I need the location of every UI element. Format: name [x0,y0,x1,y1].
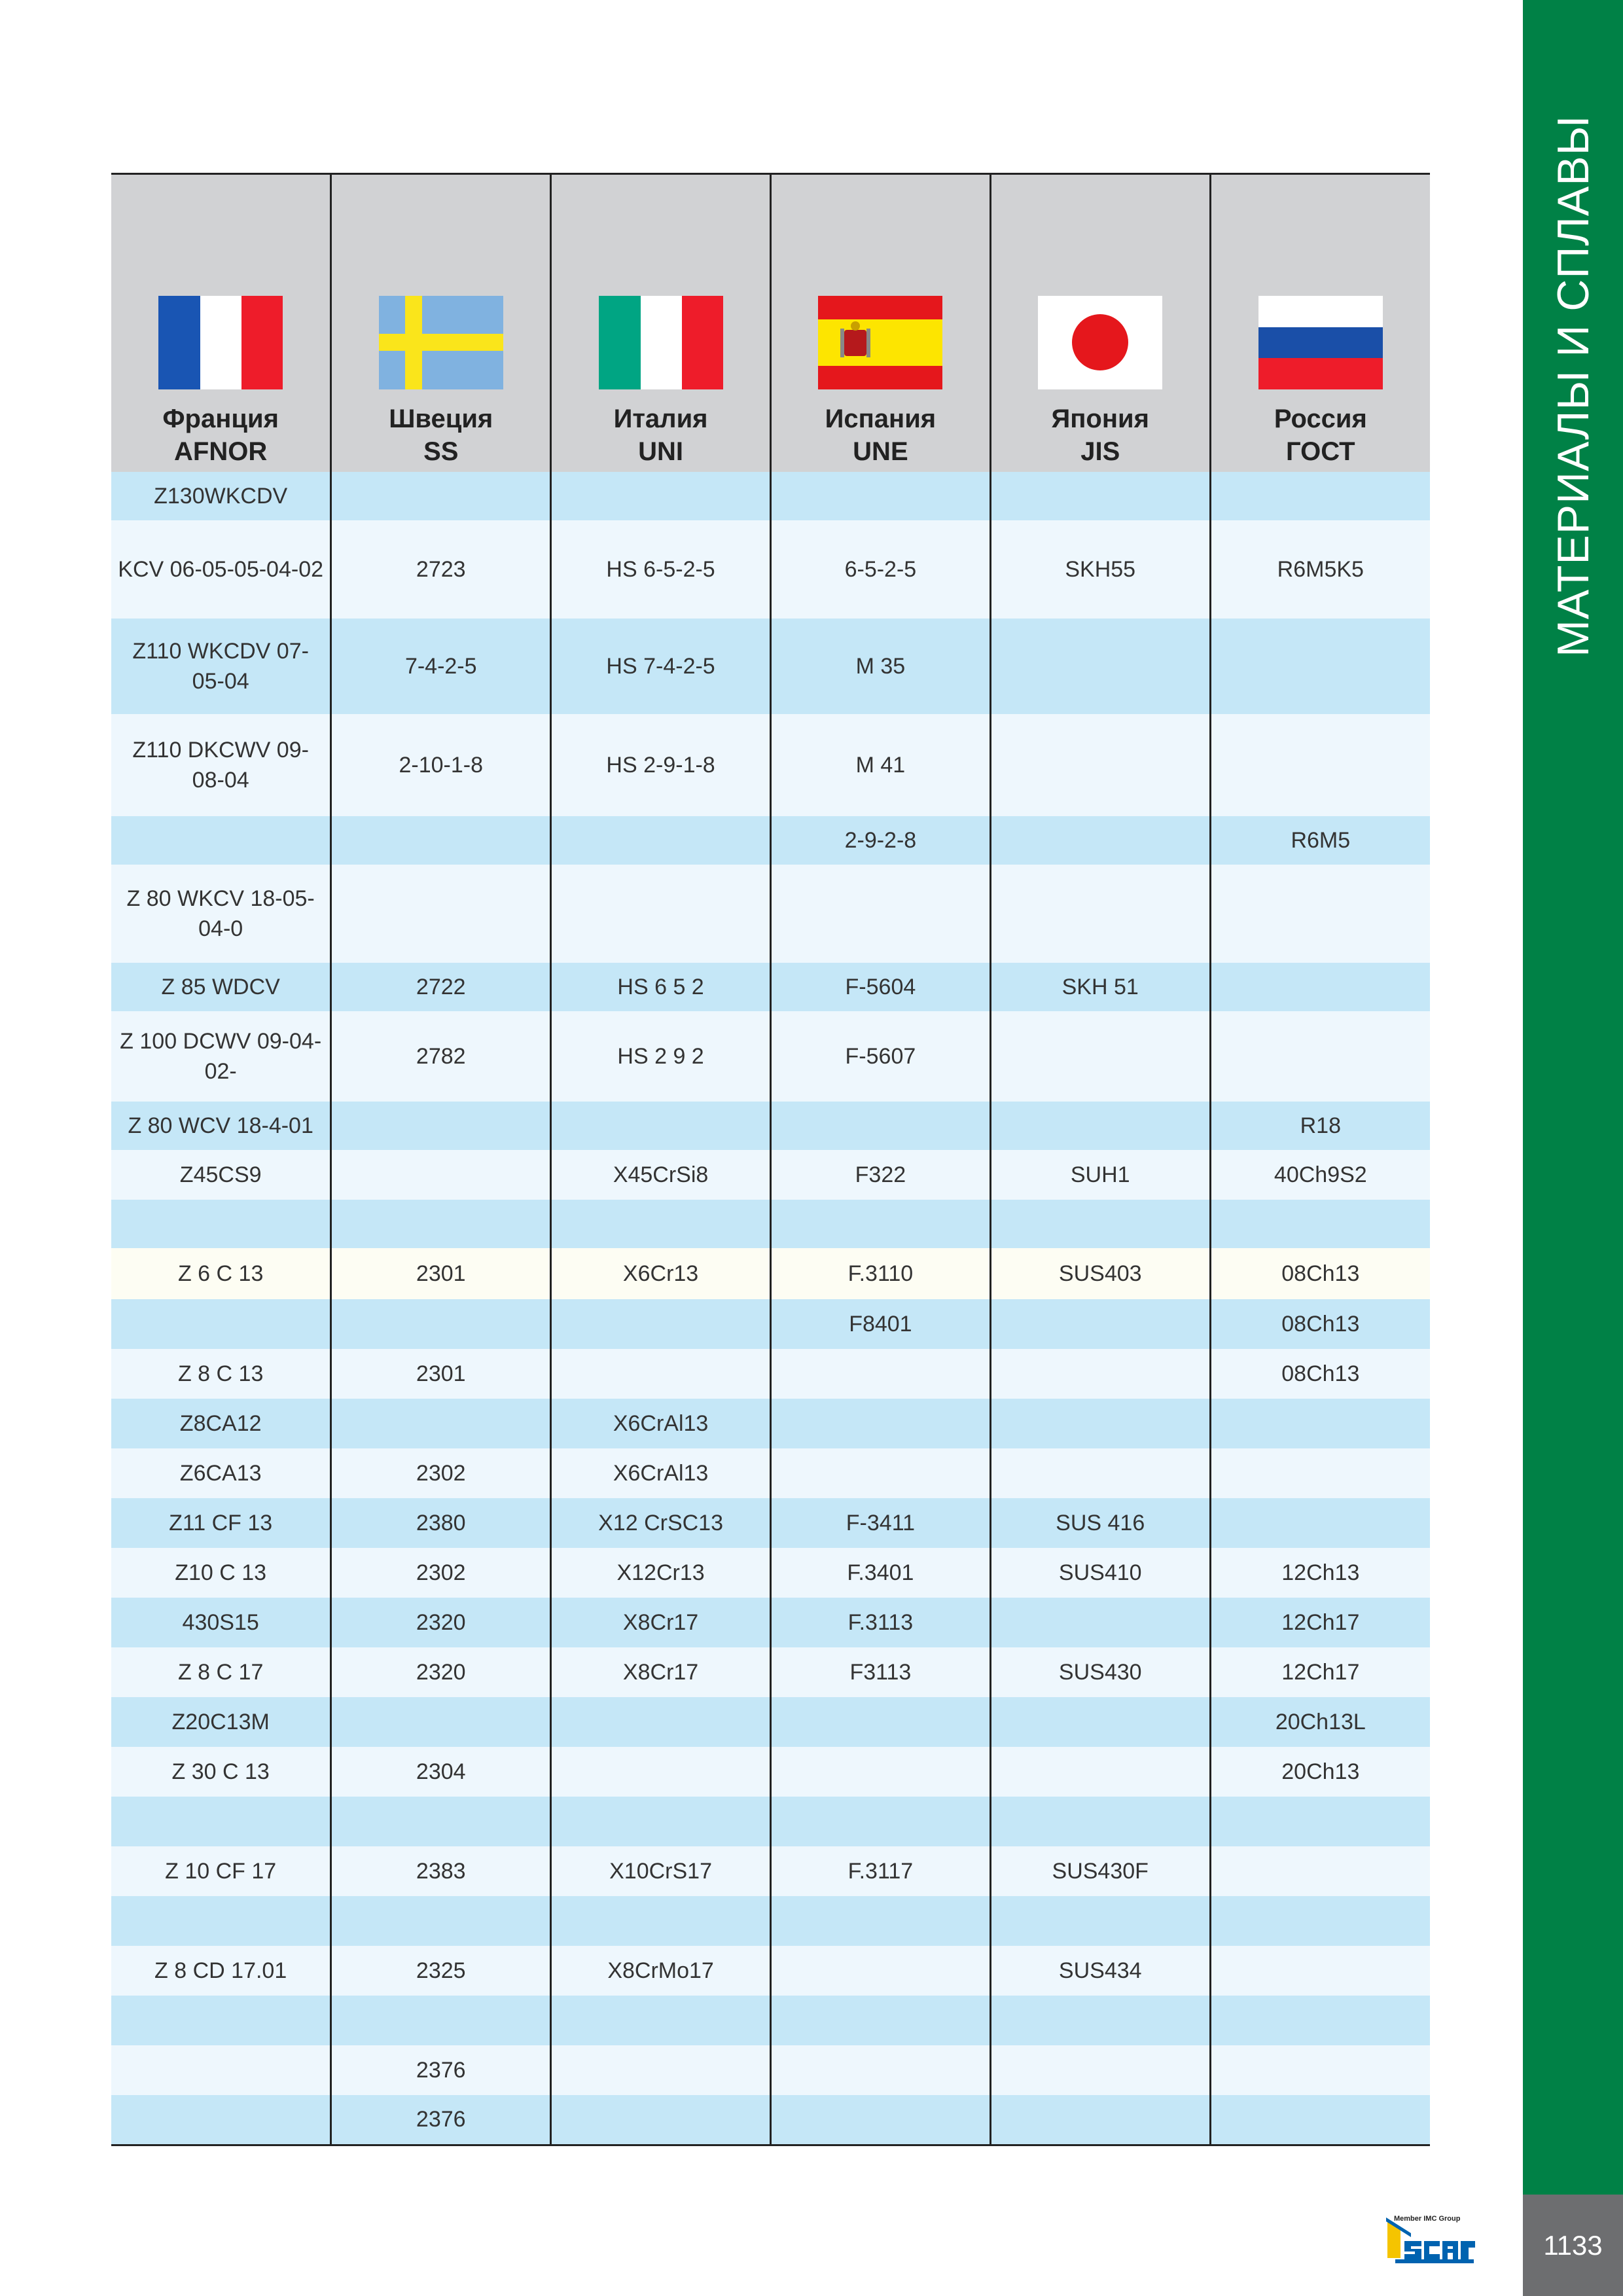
table-row [111,619,1430,714]
table-cell: 7-4-2-5 [331,619,551,714]
table-cell: F322 [770,1150,990,1200]
table-cell [990,472,1210,520]
table-cell: Z 30 C 13 [111,1747,331,1797]
table-cell [551,1896,771,1946]
table-cell: X12Cr13 [551,1548,771,1598]
table-cell [1210,1996,1430,2045]
table-row [111,1011,1430,1102]
table-cell [990,816,1210,865]
table-cell [770,472,990,520]
header-country: Италия [613,404,708,433]
table-cell: 2380 [331,1498,551,1548]
header-country: Франция [162,404,279,433]
table-cell [990,1448,1210,1498]
table-cell [551,2095,771,2145]
table-row [111,2095,1430,2145]
header-sweden [331,174,551,473]
table-cell: F-5607 [770,1011,990,1102]
table-cell: Z 8 C 17 [111,1647,331,1697]
table-cell: 08Ch13 [1210,1248,1430,1299]
header-standard: SS [423,437,459,466]
table-cell: F.3113 [770,1598,990,1647]
table-cell [551,1697,771,1747]
table-row [111,1349,1430,1399]
table-cell: 08Ch13 [1210,1299,1430,1349]
table-cell: 2320 [331,1598,551,1647]
table-cell [1210,1896,1430,1946]
table-cell [770,1996,990,2045]
table-cell: Z45CS9 [111,1150,331,1200]
table-cell: X10CrS17 [551,1846,771,1896]
table-cell: HS 6-5-2-5 [551,520,771,619]
table-row [111,1996,1430,2045]
table-cell [990,1102,1210,1150]
table-cell: F.3117 [770,1846,990,1896]
table-cell: Z 100 DCWV 09-04-02- [111,1011,331,1102]
table-cell [770,1797,990,1846]
header-country: Россия [1274,404,1367,433]
table-cell: Z 6 C 13 [111,1248,331,1299]
table-cell: X6CrAl13 [551,1399,771,1448]
table-cell [990,2045,1210,2095]
table-cell [331,1797,551,1846]
header-standard: JIS [1080,437,1120,466]
table-cell [1210,1011,1430,1102]
table-cell: SUS410 [990,1548,1210,1598]
table-cell [331,1896,551,1946]
table-cell: HS 6 5 2 [551,963,771,1011]
table-cell [990,1349,1210,1399]
table-cell [331,1399,551,1448]
table-cell [770,865,990,963]
table-cell [1210,1846,1430,1896]
table-row [111,1498,1430,1548]
table-cell: Z 8 C 13 [111,1349,331,1399]
table-cell [1210,1797,1430,1846]
table-cell: 2301 [331,1349,551,1399]
table-header-row [111,174,1430,473]
table-cell: 2320 [331,1647,551,1697]
header-france [111,174,331,473]
table-cell: M 35 [770,619,990,714]
table-cell [990,714,1210,816]
table-cell: Z110 WKCDV 07-05-04 [111,619,331,714]
header-standard: UNI [638,437,684,466]
table-cell: 2722 [331,963,551,1011]
table-row [111,1448,1430,1498]
table-cell [111,2095,331,2145]
table-cell [770,1349,990,1399]
table-cell: SUS 416 [990,1498,1210,1548]
table-cell: Z 80 WKCV 18-05-04-0 [111,865,331,963]
table-cell: SKH 51 [990,963,1210,1011]
sweden-flag-icon [379,296,503,389]
table-cell [990,1747,1210,1797]
table-cell: 2-10-1-8 [331,714,551,816]
table-cell [770,1697,990,1747]
logo-tagline: Member IMC Group [1394,2215,1461,2223]
header-japan [990,174,1210,473]
table-cell [1210,472,1430,520]
header-standard: ГОСТ [1286,437,1355,466]
table-cell [990,1299,1210,1349]
table-cell: 6-5-2-5 [770,520,990,619]
table-cell [990,1996,1210,2045]
japan-flag-icon [1038,296,1162,389]
table-row [111,1102,1430,1150]
table-cell [1210,1200,1430,1248]
table-body [111,472,1430,2145]
table-cell [990,865,1210,963]
table-cell [331,1102,551,1150]
materials-table [111,173,1430,2146]
table-cell: 430S15 [111,1598,331,1647]
iscar-logo-icon [1382,2212,1513,2271]
table-row [111,1200,1430,1248]
table-cell: F-3411 [770,1498,990,1548]
table-row [111,2045,1430,2095]
table-cell [551,1349,771,1399]
table-cell [1210,2095,1430,2145]
table-cell: Z 10 CF 17 [111,1846,331,1896]
sidebar-title-text: МАТЕРИАЛЫ И СПЛАВЫ [1548,115,1598,657]
table-cell: 2301 [331,1248,551,1299]
table-cell: 40Ch9S2 [1210,1150,1430,1200]
russia-flag-icon [1258,296,1383,389]
table-cell [1210,1498,1430,1548]
header-italy [551,174,771,473]
table-cell [111,1200,331,1248]
table-cell: 2383 [331,1846,551,1896]
table-cell [331,472,551,520]
table-row [111,714,1430,816]
table-row [111,1747,1430,1797]
table-cell [551,1200,771,1248]
table-row [111,1697,1430,1747]
table-cell [551,472,771,520]
sidebar-title [1523,98,1623,674]
table-cell [770,2045,990,2095]
table-cell: Z10 C 13 [111,1548,331,1598]
table-row [111,865,1430,963]
table-cell [111,1896,331,1946]
table-cell: SUS430F [990,1846,1210,1896]
header-spain [770,174,990,473]
table-cell [331,1299,551,1349]
table-cell [770,1946,990,1996]
table-row [111,963,1430,1011]
table-cell [1210,1946,1430,1996]
france-flag-icon [158,296,283,389]
table-cell [990,1011,1210,1102]
table-cell [770,1200,990,1248]
table-cell: X6CrAl13 [551,1448,771,1498]
table-cell: X45CrSi8 [551,1150,771,1200]
spain-flag-icon [818,296,942,389]
table-cell: SKH55 [990,520,1210,619]
table-row [111,1150,1430,1200]
table-cell [551,865,771,963]
table-cell [1210,714,1430,816]
table-cell: Z 8 CD 17.01 [111,1946,331,1996]
table-row [111,1299,1430,1349]
table-cell: Z6CA13 [111,1448,331,1498]
table-row [111,1248,1430,1299]
table-cell: 12Ch13 [1210,1548,1430,1598]
table-cell: R18 [1210,1102,1430,1150]
table-cell: 2302 [331,1448,551,1498]
table-cell [990,1399,1210,1448]
table-cell: 2782 [331,1011,551,1102]
table-row [111,1797,1430,1846]
table-cell: X8Cr17 [551,1647,771,1697]
table-row [111,1647,1430,1697]
table-cell: Z11 CF 13 [111,1498,331,1548]
table-cell: SUH1 [990,1150,1210,1200]
table-cell: Z 85 WDCV [111,963,331,1011]
table-cell: X6Cr13 [551,1248,771,1299]
table-cell [551,816,771,865]
table-cell: F8401 [770,1299,990,1349]
table-cell [551,1996,771,2045]
table-cell [1210,865,1430,963]
table-cell: M 41 [770,714,990,816]
table-cell [1210,2045,1430,2095]
table-cell [990,1598,1210,1647]
table-cell [111,816,331,865]
table-cell: X12 CrSC13 [551,1498,771,1548]
table-cell [990,2095,1210,2145]
table-cell [331,1697,551,1747]
table-cell: 12Ch17 [1210,1647,1430,1697]
table-cell [1210,1399,1430,1448]
table-row [111,1548,1430,1598]
table-cell: F-5604 [770,963,990,1011]
table-row [111,1946,1430,1996]
table-cell: Z20C13M [111,1697,331,1747]
table-cell: 2325 [331,1946,551,1996]
table-cell: 2376 [331,2095,551,2145]
table-cell: SUS434 [990,1946,1210,1996]
header-standard: AFNOR [174,437,268,466]
table-row [111,1399,1430,1448]
table-cell [551,1747,771,1797]
table-cell: F3113 [770,1647,990,1697]
table-cell [551,1797,771,1846]
table-cell: SUS430 [990,1647,1210,1697]
table-cell [770,1896,990,1946]
table-cell: F.3401 [770,1548,990,1598]
table-cell [770,1747,990,1797]
table-cell [331,865,551,963]
table-cell: 20Ch13 [1210,1747,1430,1797]
table-cell: 2376 [331,2045,551,2095]
table-cell [111,1996,331,2045]
table-cell: 12Ch17 [1210,1598,1430,1647]
table-row [111,816,1430,865]
table-cell [770,2095,990,2145]
table-cell [551,1102,771,1150]
header-russia [1210,174,1430,473]
table-cell [111,1797,331,1846]
table-cell: 2-9-2-8 [770,816,990,865]
header-country: Япония [1051,404,1149,433]
table-cell: X8Cr17 [551,1598,771,1647]
table-cell: Z130WKCDV [111,472,331,520]
table-row [111,1846,1430,1896]
table-cell [331,1150,551,1200]
table-cell: X8CrMo17 [551,1946,771,1996]
header-country: Швеция [389,404,493,433]
table-cell: 2723 [331,520,551,619]
table-cell [331,1200,551,1248]
table-cell [990,1896,1210,1946]
table-cell: Z 80 WCV 18-4-01 [111,1102,331,1150]
table-cell [551,2045,771,2095]
table-cell: 20Ch13L [1210,1697,1430,1747]
table-cell: 08Ch13 [1210,1349,1430,1399]
table-cell [770,1399,990,1448]
table-row [111,520,1430,619]
table-cell: F.3110 [770,1248,990,1299]
table-cell [990,619,1210,714]
table-cell [331,816,551,865]
header-standard: UNE [853,437,908,466]
table-cell: HS 7-4-2-5 [551,619,771,714]
table-cell: R6M5 [1210,816,1430,865]
table-row [111,1896,1430,1946]
table-cell [990,1697,1210,1747]
table-cell [111,1299,331,1349]
table-cell [770,1448,990,1498]
table-row [111,1598,1430,1647]
table-cell: Z110 DKCWV 09-08-04 [111,714,331,816]
italy-flag-icon [599,296,723,389]
table-cell: R6M5K5 [1210,520,1430,619]
table-cell: KCV 06-05-05-04-02 [111,520,331,619]
table-cell [551,1299,771,1349]
table-cell: SUS403 [990,1248,1210,1299]
table-cell [1210,963,1430,1011]
table-cell: 2302 [331,1548,551,1598]
table-cell: 2304 [331,1747,551,1797]
page-number: 1133 [1543,2229,1603,2261]
table-cell [990,1200,1210,1248]
page-number-box [1523,2195,1623,2296]
table-cell: HS 2-9-1-8 [551,714,771,816]
table-cell [770,1102,990,1150]
table-cell [111,2045,331,2095]
table-cell: HS 2 9 2 [551,1011,771,1102]
table-cell [331,1996,551,2045]
table-row [111,472,1430,520]
table-cell [990,1797,1210,1846]
table-cell: Z8CA12 [111,1399,331,1448]
header-country: Испания [825,404,936,433]
table-cell [1210,1448,1430,1498]
table-cell [1210,619,1430,714]
